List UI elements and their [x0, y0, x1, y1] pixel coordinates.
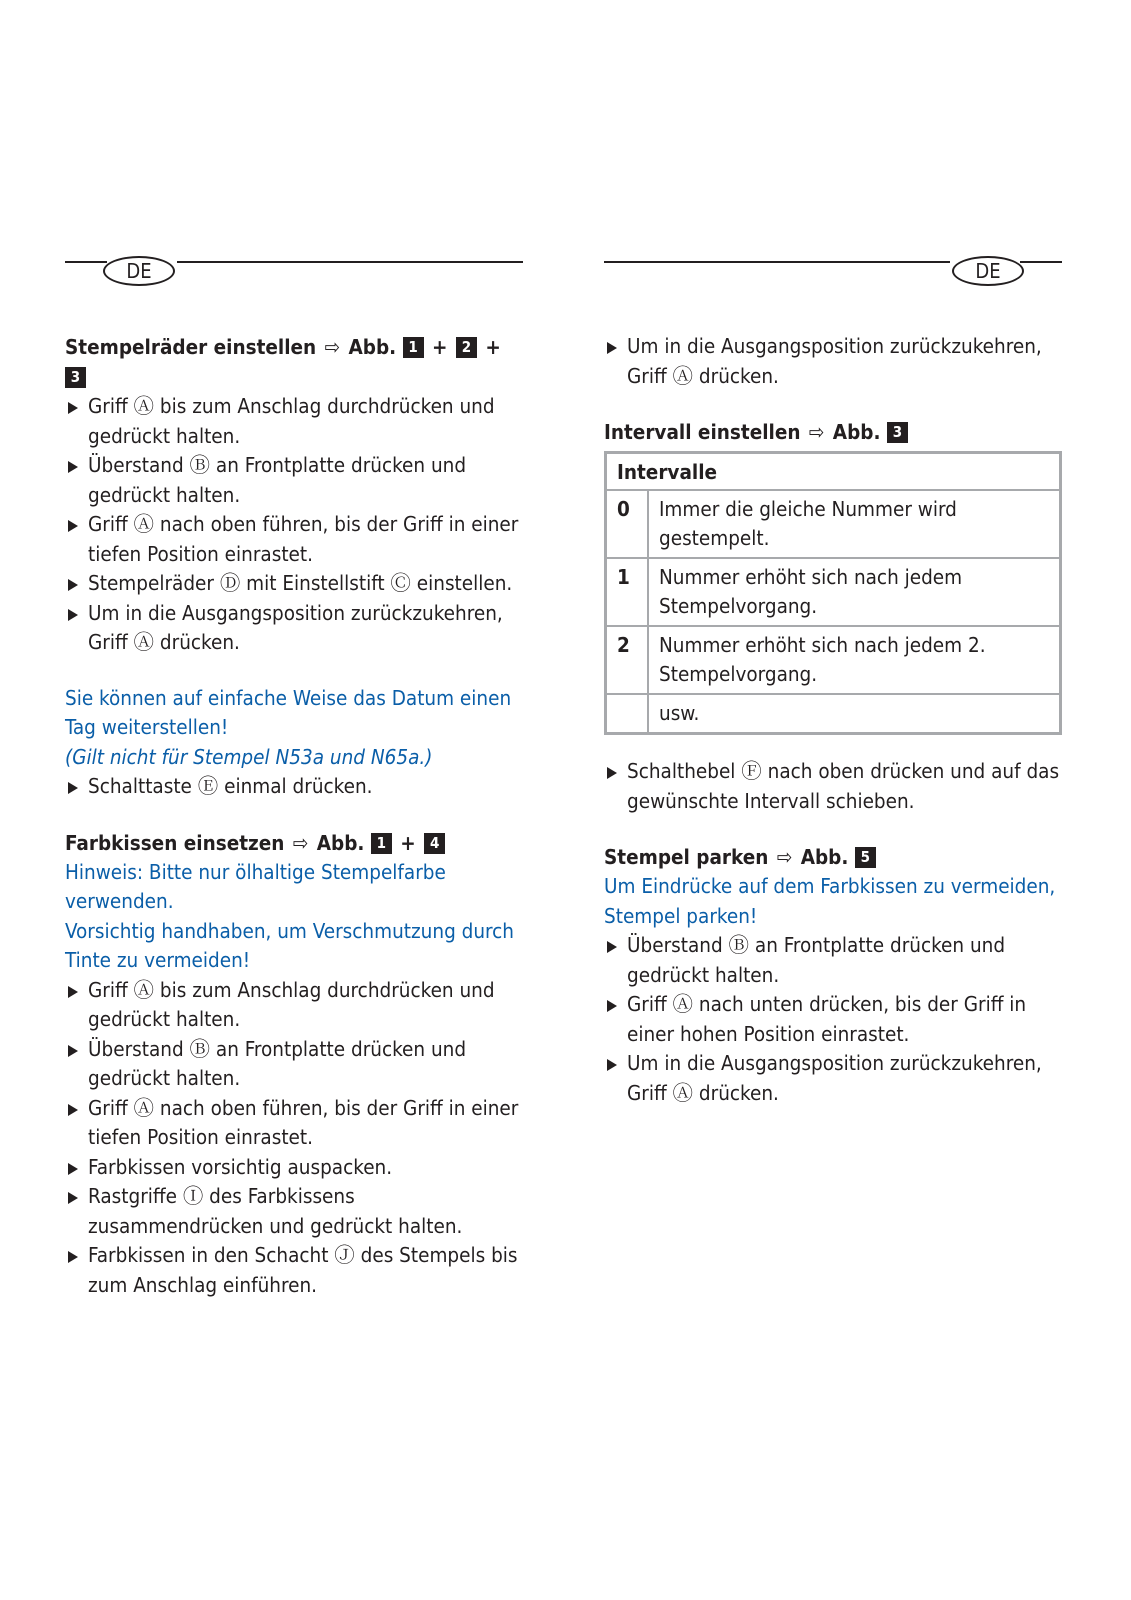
figure-number: 1 [403, 337, 424, 358]
interval-description: usw. [648, 694, 1061, 734]
list-item: Griff Ⓐ nach unten drücken, bis der Griff in einer hohen Position einrastet. [604, 990, 1062, 1049]
figure-number: 2 [456, 337, 477, 358]
section-heading [604, 842, 1062, 872]
section-intervall [604, 417, 1062, 816]
list-item: Griff Ⓐ nach oben führen, bis der Griff in einer tiefen Position einrastet. [65, 1094, 523, 1153]
figure-number: 5 [855, 847, 876, 868]
arrow-icon: ⇨ [292, 830, 309, 855]
section-stempelraeder [65, 332, 523, 658]
step-list [604, 757, 1062, 816]
list-item: Schalttaste Ⓔ einmal drücken. [65, 772, 523, 802]
list-item: Um in die Ausgangsposition zurückzukehren, Griff Ⓐ drücken. [604, 1049, 1062, 1108]
heading-text: Farbkissen einsetzen [65, 830, 285, 855]
arrow-icon: ⇨ [776, 845, 793, 869]
plus-sign: + [485, 335, 501, 359]
step-list [65, 772, 523, 802]
interval-number: 0 [606, 490, 649, 558]
right-column [604, 256, 1062, 1134]
header-rule [177, 261, 523, 263]
figure-number: 4 [424, 833, 445, 854]
section-heading [604, 417, 1062, 447]
table-row [606, 694, 1061, 734]
list-item: Farbkissen vorsichtig auspacken. [65, 1153, 523, 1183]
list-item: Überstand Ⓑ an Frontplatte drücken und gedrückt halten. [604, 931, 1062, 990]
interval-number: 1 [606, 558, 649, 626]
figure-ref-label: Abb. [316, 830, 365, 855]
info-note-italic: (Gilt nicht für Stempel N53a und N65a.) [65, 744, 433, 769]
info-note: Sie können auf einfache Weise das Datum einen Tag weiterstellen! [65, 685, 512, 739]
list-item: Griff Ⓐ bis zum Anschlag durchdrücken und gedrückt halten. [65, 976, 523, 1035]
section-ausgangsposition [604, 332, 1062, 391]
list-item: Überstand Ⓑ an Frontplatte drücken und gedrückt halten. [65, 451, 523, 510]
step-list [604, 332, 1062, 391]
language-badge: DE [103, 256, 175, 286]
list-item: Rastgriffe Ⓘ des Farbkissens zusammendrücken und gedrückt halten. [65, 1182, 523, 1241]
section-heading [65, 332, 523, 392]
heading-text: Intervall einstellen [604, 420, 801, 444]
interval-number: 2 [606, 626, 649, 694]
figure-number: 3 [65, 367, 86, 388]
info-note: Um Eindrücke auf dem Farbkissen zu vermeiden, Stempel parken! [604, 874, 1056, 928]
info-note: Hinweis: Bitte nur ölhaltige Stempelfarbe verwenden. [65, 859, 446, 913]
table-row [606, 490, 1061, 558]
language-badge: DE [952, 256, 1024, 286]
figure-number: 3 [887, 422, 908, 443]
list-item: Griff Ⓐ bis zum Anschlag durchdrücken und gedrückt halten. [65, 392, 523, 451]
header-rule [1020, 261, 1062, 263]
page-header-right [604, 256, 1062, 292]
left-column [65, 256, 523, 1326]
arrow-icon: ⇨ [808, 420, 825, 444]
heading-text: Stempel parken [604, 845, 769, 869]
section-heading [65, 828, 523, 858]
section-farbkissen [65, 828, 523, 1301]
interval-description: Immer die gleiche Nummer wird gestempelt. [648, 490, 1061, 558]
figure-ref-label: Abb. [348, 335, 397, 359]
section-datum [65, 684, 523, 802]
figure-ref-label: Abb. [832, 420, 881, 444]
heading-text: Stempelräder einstellen [65, 335, 317, 359]
interval-table [604, 451, 1062, 735]
interval-number [606, 694, 649, 734]
list-item: Schalthebel Ⓕ nach oben drücken und auf das gewünschte Intervall schieben. [604, 757, 1062, 816]
header-rule [604, 261, 950, 263]
table-row [606, 558, 1061, 626]
table-row [606, 626, 1061, 694]
figure-ref-label: Abb. [800, 845, 849, 869]
list-item: Griff Ⓐ nach oben führen, bis der Griff in einer tiefen Position einrastet. [65, 510, 523, 569]
list-item: Überstand Ⓑ an Frontplatte drücken und gedrückt halten. [65, 1035, 523, 1094]
plus-sign: + [400, 830, 416, 855]
page-header-left [65, 256, 523, 292]
interval-description: Nummer erhöht sich nach jedem 2. Stempelvorgang. [648, 626, 1061, 694]
figure-number: 1 [371, 833, 392, 854]
section-parken [604, 842, 1062, 1108]
step-list [65, 392, 523, 658]
list-item: Um in die Ausgangsposition zurückzukehren, Griff Ⓐ drücken. [65, 599, 523, 658]
info-note: Vorsichtig handhaben, um Verschmutzung durch Tinte zu vermeiden! [65, 918, 514, 972]
list-item: Um in die Ausgangsposition zurückzukehren, Griff Ⓐ drücken. [604, 332, 1062, 391]
arrow-icon: ⇨ [324, 335, 341, 359]
header-rule [65, 261, 107, 263]
step-list [604, 931, 1062, 1108]
interval-description: Nummer erhöht sich nach jedem Stempelvorgang. [648, 558, 1061, 626]
table-header-row [606, 453, 1061, 491]
list-item: Stempelräder Ⓓ mit Einstellstift Ⓒ einstellen. [65, 569, 523, 599]
list-item: Farbkissen in den Schacht Ⓙ des Stempels bis zum Anschlag einführen. [65, 1241, 523, 1300]
table-header: Intervalle [606, 453, 1061, 491]
plus-sign: + [432, 335, 448, 359]
step-list [65, 976, 523, 1301]
